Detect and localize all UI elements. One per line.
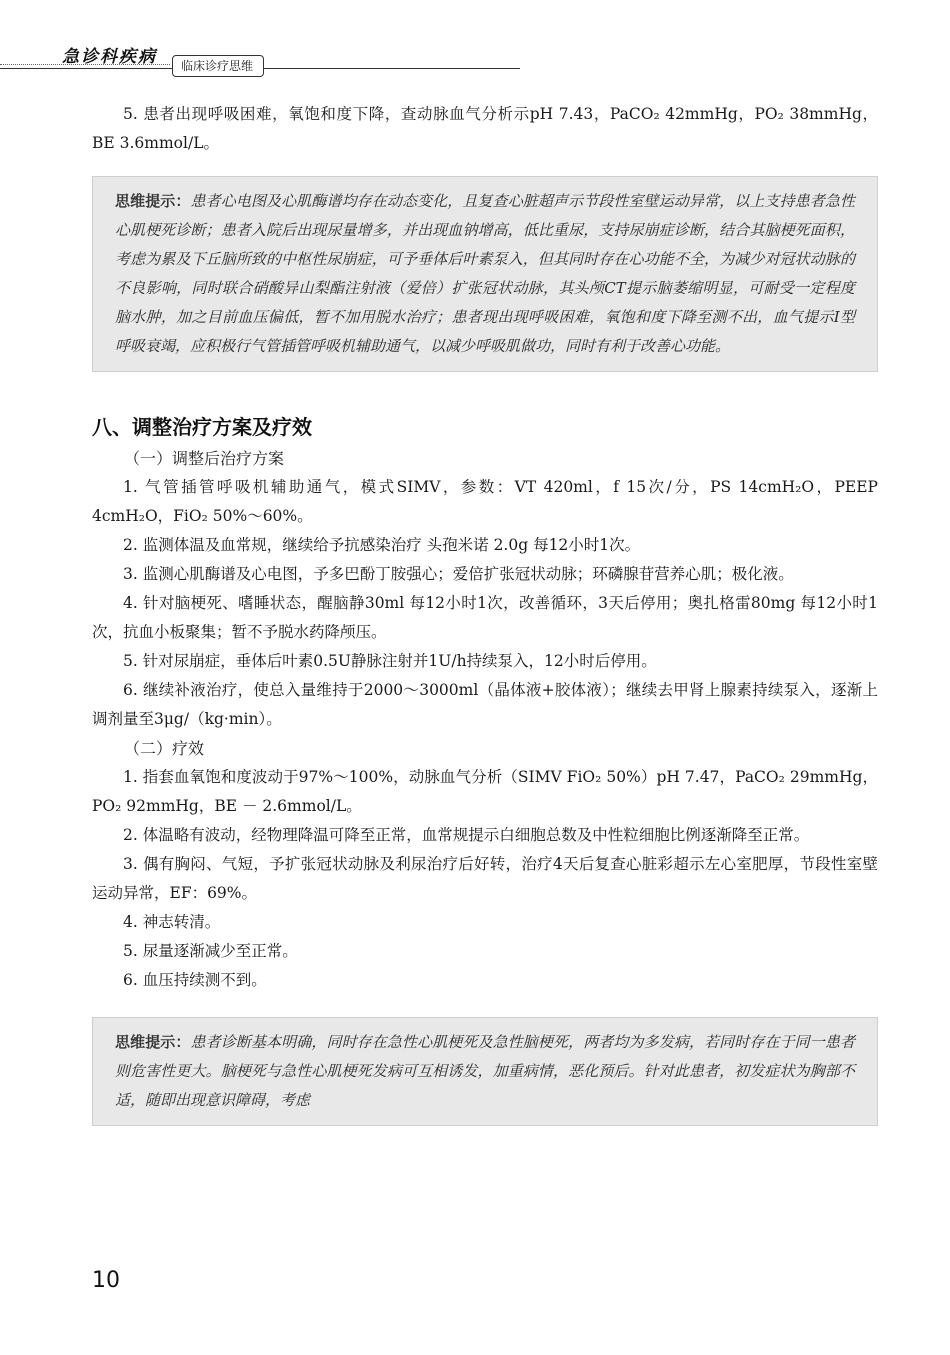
efficacy-item: 4. 神志转清。 bbox=[123, 913, 221, 931]
header-dotted-rule bbox=[0, 64, 170, 65]
thinking-tip-text: 患者心电图及心肌酶谱均存在动态变化，且复查心脏超声示节段性室壁运动异常，以上支持患者急性心肌梗死诊断；患者入院后出现尿量增多，并出现血钠增高，低比重尿，支持尿崩症诊断，结合其脑梗死面积，考虑为累及下丘脑所致的中枢性尿崩症，可予垂体后叶素泵入，但其同时存在心功能不全，为减少对冠状动脉的不良影响，同时联合硝酸异山梨酯注射液（爱倍）扩张冠状动脉，其头颅CT提示脑萎缩明显，可耐受一定程度脑水肿，加之目前血压偏低，暂不加用脱水治疗；患者现出现呼吸困难，氧饱和度下降至测不出，血气提示Ⅰ型呼吸衰竭，应积极行气管插管呼吸机辅助通气，以减少呼吸肌做功，同时有利于改善心功能。 bbox=[115, 192, 855, 355]
plan-item: 1. 气管插管呼吸机辅助通气，模式SIMV，参数：VT 420ml，f 15次/分，PS 14cmH₂O，PEEP 4cmH₂O，FiO₂ 50%～60%。 bbox=[92, 478, 878, 525]
thinking-tip-box bbox=[92, 176, 878, 372]
thinking-tip-label: 思维提示： bbox=[115, 192, 191, 210]
section-title: 八、调整治疗方案及疗效 bbox=[92, 415, 312, 439]
plan-item: 2. 监测体温及血常规，继续给予抗感染治疗 头孢米诺 2.0g 每12小时1次。 bbox=[123, 536, 641, 554]
running-header bbox=[0, 0, 950, 80]
plan-item: 5. 针对尿崩症，垂体后叶素0.5U静脉注射并1U/h持续泵入，12小时后停用。 bbox=[123, 652, 657, 670]
thinking-tip-label: 思维提示： bbox=[115, 1033, 191, 1051]
book-title: 急诊科疾病 bbox=[62, 47, 157, 67]
plan-item: 3. 监测心肌酶谱及心电图，予多巴酚丁胺强心；爱倍扩张冠状动脉；环磷腺苷营养心肌；极化液。 bbox=[123, 565, 794, 583]
efficacy-item: 5. 尿量逐渐减少至正常。 bbox=[123, 942, 298, 960]
plan-item: 4. 针对脑梗死、嗜睡状态，醒脑静30ml 每12小时1次，改善循环，3天后停用；奥扎格雷80mg 每12小时1次，抗血小板聚集；暂不予脱水药降颅压。 bbox=[92, 594, 878, 641]
page-number: 10 bbox=[92, 1268, 120, 1293]
efficacy-item: 1. 指套血氧饱和度波动于97%～100%，动脉血气分析（SIMV FiO₂ 50%）pH 7.47，PaCO₂ 29mmHg，PO₂ 92mmHg，BE － 2.6mmol/L。 bbox=[92, 768, 878, 815]
efficacy-item: 6. 血压持续测不到。 bbox=[123, 971, 267, 989]
thinking-tip-text: 患者诊断基本明确，同时存在急性心肌梗死及急性脑梗死，两者均为多发病，若同时存在于同一患者则危害性更大。脑梗死与急性心肌梗死发病可互相诱发，加重病情，恶化预后。针对此患者，初发症状为胸部不适，随即出现意识障碍，考虑 bbox=[115, 1033, 855, 1109]
plan-item: 6. 继续补液治疗，使总入量维持于2000～3000ml（晶体液+胶体液）；继续去甲肾上腺素持续泵入，逐渐上调剂量至3μg/（kg·min）。 bbox=[92, 681, 878, 728]
series-tab: 临床诊疗思维 bbox=[172, 55, 264, 77]
efficacy-item: 3. 偶有胸闷、气短，予扩张冠状动脉及利尿治疗后好转，治疗4天后复查心脏彩超示左心室肥厚，节段性室壁运动异常，EF：69%。 bbox=[92, 855, 878, 902]
subsection-title-efficacy: （二）疗效 bbox=[124, 739, 205, 758]
thinking-tip-box-2 bbox=[92, 1017, 878, 1126]
paragraph-item-5: 5. 患者出现呼吸困难，氧饱和度下降，查动脉血气分析示pH 7.43，PaCO₂ 42mmHg，PO₂ 38mmHg，BE 3.6mmol/L。 bbox=[92, 105, 878, 152]
subsection-title-plan: （一）调整后治疗方案 bbox=[124, 449, 285, 468]
efficacy-item: 2. 体温略有波动，经物理降温可降至正常，血常规提示白细胞总数及中性粒细胞比例逐渐降至正常。 bbox=[123, 826, 810, 844]
page-content bbox=[92, 100, 878, 1126]
